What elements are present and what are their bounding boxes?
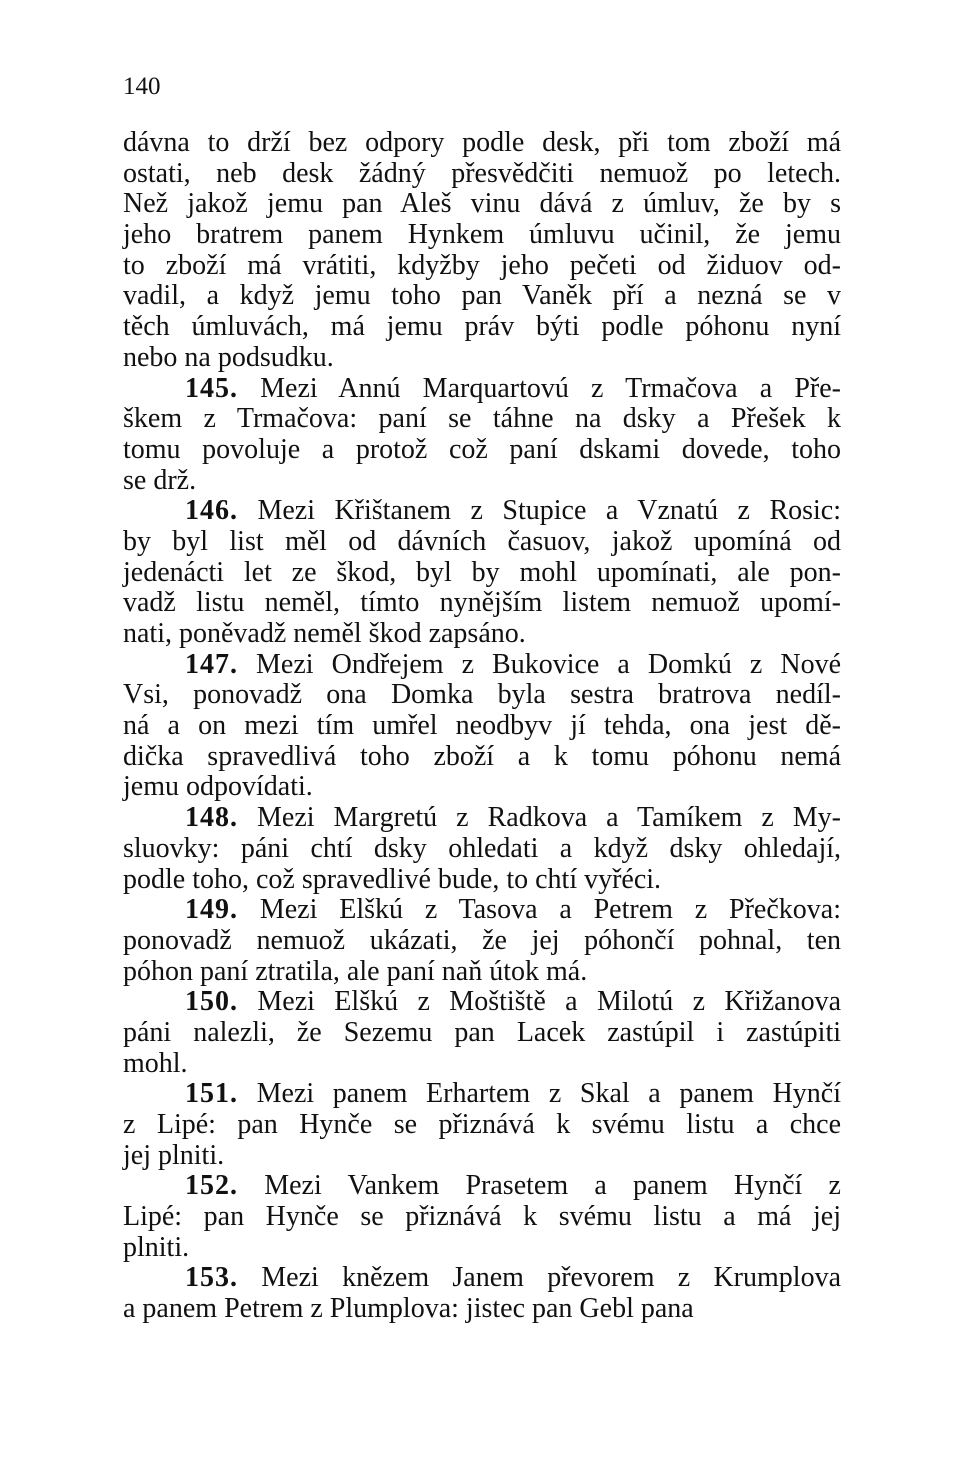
text-line xyxy=(123,281,841,312)
entry-number: 145. xyxy=(185,372,238,404)
entry-number: 149. xyxy=(185,894,238,926)
entry-number: 153. xyxy=(185,1262,238,1294)
line-text: podle toho, což spravedlivé bude, to chtí vyřéci. xyxy=(123,863,662,895)
line-text: těch úmluvách, má jemu práv býti podle póhonu nyní xyxy=(123,311,841,343)
line-text: a panem Petrem z Plumplova: jistec pan Gebl pana xyxy=(123,1293,694,1325)
entry-first-line xyxy=(123,1171,841,1202)
line-text: Mezi knězem Janem převorem z Krumplova xyxy=(238,1262,841,1294)
line-text: dávna to drží bez odpory podle desk, při tom zboží má xyxy=(123,127,841,158)
line-text: páni nalezli, že Sezemu pan Lacek zastúpil i zastúpiti xyxy=(123,1016,841,1048)
text-line xyxy=(123,128,841,159)
line-text: mohl. xyxy=(123,1047,188,1079)
text-line xyxy=(123,220,841,251)
text-line xyxy=(123,711,841,742)
line-text: plniti. xyxy=(123,1231,190,1263)
line-text: jemu odpovídati. xyxy=(123,771,313,803)
line-text: Mezi panem Erhartem z Skal a panem Hynčí xyxy=(238,1078,841,1110)
text-line xyxy=(123,1141,841,1172)
text-line xyxy=(123,558,841,589)
line-text: škem z Trmačova: paní se táhne na dsky a Přešek k xyxy=(123,403,841,435)
entry-number: 148. xyxy=(185,802,238,834)
line-text: Mezi Vankem Prasetem a panem Hynčí z xyxy=(238,1170,841,1202)
line-text: jej plniti. xyxy=(123,1139,225,1171)
text-line xyxy=(123,466,841,497)
line-text: dička spravedlivá toho zboží a k tomu póhonu nemá xyxy=(123,740,841,772)
entry-number: 150. xyxy=(185,986,238,1018)
line-text: sluovky: páni chtí dsky ohledati a když dsky ohledají, xyxy=(123,832,841,864)
line-text: Mezi Margretú z Radkova a Tamíkem z My- xyxy=(238,802,841,834)
text-line xyxy=(123,588,841,619)
line-text: tomu povoluje a protož což paní dskami dovede, toho xyxy=(123,433,841,465)
text-line xyxy=(123,1233,841,1264)
text-line xyxy=(123,251,841,282)
line-text: Mezi Elškú z Tasova a Petrem z Přečkova: xyxy=(238,894,841,926)
line-text: ostati, neb desk žádný přesvědčiti nemuož po letech. xyxy=(123,157,841,189)
line-text: Mezi Annú Marquartovú z Trmačova a Pře- xyxy=(238,372,841,404)
entry-first-line xyxy=(123,496,841,527)
text-line xyxy=(123,159,841,190)
text-line xyxy=(123,742,841,773)
text-line xyxy=(123,1294,841,1325)
line-text: Vsi, ponovadž ona Domka byla sestra bratrova nedíl- xyxy=(123,679,841,711)
line-text: ponovadž nemuož ukázati, že jej póhončí pohnal, ten xyxy=(123,924,841,956)
line-text: Než jakož jemu pan Aleš vinu dává z úmluv, že by s xyxy=(123,188,841,220)
line-text: to zboží má vrátiti, kdyžby jeho pečeti od židuov od- xyxy=(123,249,841,281)
text-line xyxy=(123,772,841,803)
text-line xyxy=(123,619,841,650)
text-line xyxy=(123,343,841,374)
line-text: jeho bratrem panem Hynkem úmluvu učinil, že jemu xyxy=(123,219,841,251)
text-line xyxy=(123,957,841,988)
line-text: Mezi Křištanem z Stupice a Vznatú z Rosic: xyxy=(238,495,841,527)
page-number: 140 xyxy=(123,73,161,100)
text-line xyxy=(123,926,841,957)
body-text xyxy=(123,128,841,1325)
text-line xyxy=(123,1049,841,1080)
text-line xyxy=(123,435,841,466)
entry-first-line xyxy=(123,987,841,1018)
entry-number: 151. xyxy=(185,1078,238,1110)
entry-first-line xyxy=(123,374,841,405)
entry-number: 152. xyxy=(185,1170,238,1202)
entry-first-line xyxy=(123,1079,841,1110)
text-line xyxy=(123,527,841,558)
text-line xyxy=(123,312,841,343)
line-text: ná a on mezi tím umřel neodbyv jí tehda, ona jest dě- xyxy=(123,710,841,742)
text-line xyxy=(123,189,841,220)
text-line xyxy=(123,680,841,711)
entry-first-line xyxy=(123,803,841,834)
line-text: jedenácti let ze škod, byl by mohl upomínati, ale pon- xyxy=(123,556,841,588)
line-text: by byl list měl od dávních časuov, jakož upomíná od xyxy=(123,525,841,557)
entry-number: 146. xyxy=(185,495,238,527)
entry-first-line xyxy=(123,895,841,926)
text-line xyxy=(123,1202,841,1233)
text-line xyxy=(123,1110,841,1141)
text-line xyxy=(123,834,841,865)
line-text: nebo na podsudku. xyxy=(123,341,334,373)
entry-first-line xyxy=(123,650,841,681)
entry-first-line xyxy=(123,1263,841,1294)
entry-number: 147. xyxy=(185,648,238,680)
line-text: póhon paní ztratila, ale paní naň útok má. xyxy=(123,955,588,987)
line-text: vadil, a když jemu toho pan Vaněk pří a nezná se v xyxy=(123,280,841,312)
line-text: nati, poněvadž neměl škod zapsáno. xyxy=(123,618,526,649)
line-text: vadž listu neměl, tímto nynějším listem nemuož upomí- xyxy=(123,587,841,619)
line-text: se drž. xyxy=(123,464,197,496)
text-line xyxy=(123,404,841,435)
line-text: Lipé: pan Hynče se přiznává k svému listu a má jej xyxy=(123,1201,841,1233)
text-line xyxy=(123,865,841,896)
line-text: Mezi Ondřejem z Bukovice a Domkú z Nové xyxy=(238,648,841,680)
text-line xyxy=(123,1018,841,1049)
line-text: z Lipé: pan Hynče se přiznává k svému listu a chce xyxy=(123,1109,841,1140)
line-text: Mezi Elškú z Moštiště a Milotú z Křižanova xyxy=(238,986,841,1018)
